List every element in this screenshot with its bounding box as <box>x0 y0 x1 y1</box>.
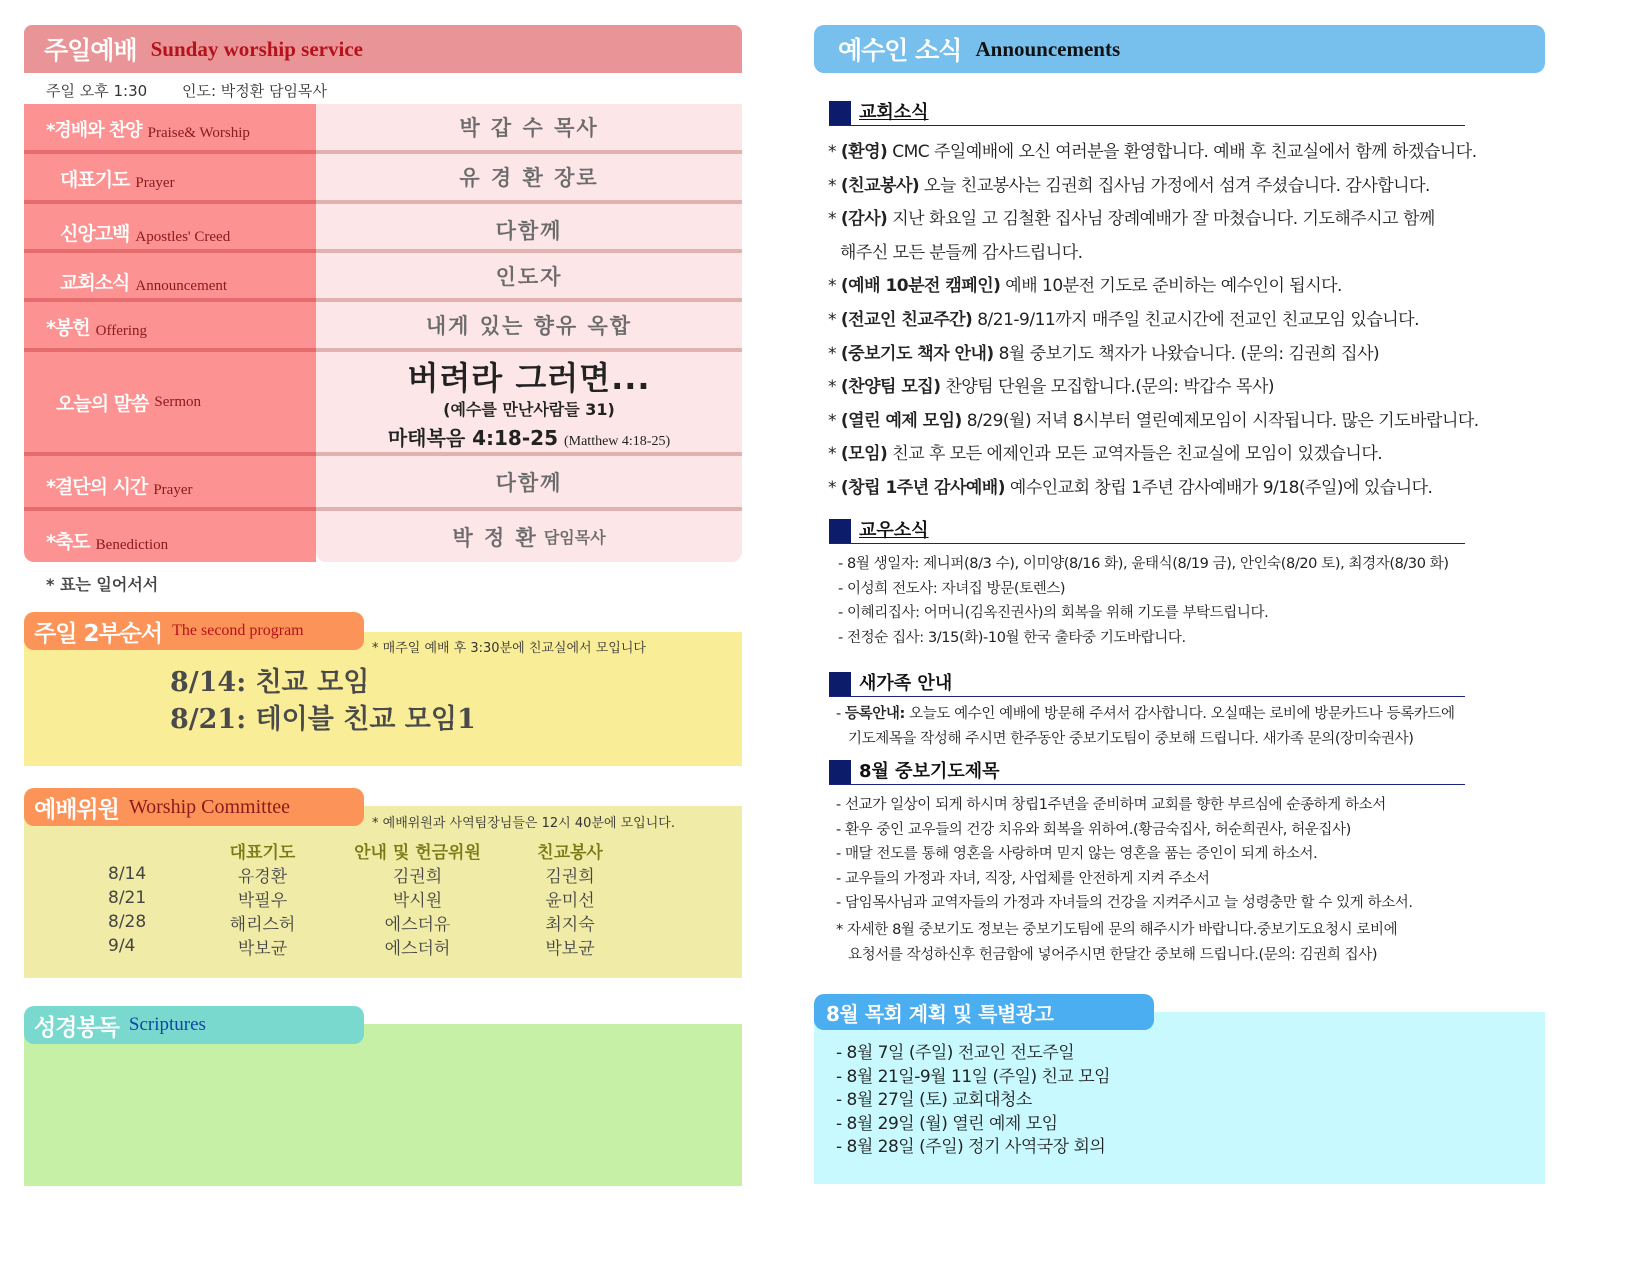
committee-header: 예배위원 Worship Committee <box>24 788 364 826</box>
second-program-header: 주일 2부순서 The second program <box>24 612 364 650</box>
table-row: 9/4 박보균 에스더허 박보균 <box>108 936 595 959</box>
second-program-list <box>170 664 476 738</box>
order-value: 인도자 <box>495 265 563 289</box>
order-row: *축도 Benediction 박 정 환 담임목사 <box>24 511 742 562</box>
prayer-list <box>836 793 1536 916</box>
list-item: * (감사) 지난 화요일 고 김철환 집사님 장례예배가 잘 마쳤습니다. 기도해주시고 함께 해주신 모든 분들께 감사드립니다. <box>828 209 1435 263</box>
list-item: - 8월 7일 (주일) 전교인 전도주일 <box>836 1043 1075 1063</box>
worship-title-ko: 주일예배 <box>44 36 137 65</box>
committee-note: * 예배위원과 사역팀장님들은 12시 40분에 모입니다. <box>372 816 675 831</box>
table-row: 8/14 유경환 김권희 김권희 <box>108 864 595 887</box>
standing-note: * 표는 일어서서 <box>46 575 159 594</box>
section-church-news: 교회소식 <box>829 102 1465 126</box>
list-item: * (전교인 친교주간) 8/21-9/11까지 매주일 친교시간에 전교인 친교모임 있습니다. <box>828 309 1420 330</box>
scriptures-panel <box>24 1024 742 1186</box>
list-item: - 8월 29일 (월) 열린 예제 모임 <box>836 1113 1058 1134</box>
section-marker-icon <box>829 519 851 543</box>
section-new-family: 새가족 안내 <box>829 673 1465 697</box>
order-row-sermon: 오늘의 말씀 Sermon 버려라 그러면... (예수를 만난사람들 31) 마태복음 4:18-25 (Matthew 4:18-25) <box>24 352 742 452</box>
sermon-scripture: 마태복음 4:18-25 (Matthew 4:18-25) <box>387 426 671 450</box>
sermon-series: (예수를 만난사람들 31) <box>443 400 615 419</box>
worship-title-en: Sunday worship service <box>150 36 363 61</box>
list-item: * (환영) CMC 주일예배에 오신 여러분을 환영합니다. 예배 후 친교실에서 함께 하겠습니다. <box>828 142 1477 162</box>
scriptures-header: 성경봉독 Scriptures <box>24 1006 364 1044</box>
list-item: - 매달 전도를 통해 영혼을 사랑하며 믿지 않는 영혼을 품는 증인이 되게 하소서. <box>836 846 1318 862</box>
new-family-info: - 등록안내: 오늘도 예수인 예배에 방문해 주셔서 감사합니다. 오실때는 로비에 방문카드나 등록카드에 기도제목을 작성해 주시면 한주동안 중보기도팀이 중보해 드립니다. 새가족 문의(장미숙권사) <box>836 706 1455 747</box>
list-item: - 8월 생일자: 제니퍼(8/3 수), 이미양(8/16 화), 윤태식(8/19 금), 안인숙(8/20 토), 최경자(8/30 화) <box>838 556 1449 572</box>
list-item: * (열린 예제 모임) 8/29(월) 저녁 8시부터 열린예제모임이 시작됩니다. 많은 기도바랍니다. <box>828 410 1479 431</box>
sermon-info <box>316 352 742 452</box>
list-item: - 8월 27일 (토) 교회대청소 <box>836 1090 1032 1110</box>
order-row: *경배와 찬양 Praise& Worship 박 갑 수 목사 <box>24 104 742 150</box>
table-row: 8/28 해리스허 에스더유 최지숙 <box>108 912 595 935</box>
sermon-title: 버려라 그러면... <box>407 359 651 397</box>
prayer-note: * 자세한 8월 중보기도 정보는 중보기도팀에 문의 해주시가 바랍니다.중보기도요청시 로비에 요청서를 작성하신후 헌금함에 넣어주시면 한달간 중보해 드립니다.(문의: 김권희 집사) <box>836 922 1398 963</box>
worship-info <box>46 80 327 101</box>
list-item: * (중보기도 책자 안내) 8월 중보기도 책자가 나왔습니다. (문의: 김권희 집사) <box>828 343 1380 364</box>
list-item: * (창립 1주년 감사예배) 예수인교회 창립 1주년 감사예배가 9/18(주일)에 있습니다. <box>828 477 1433 498</box>
section-prayer: 8월 중보기도제목 <box>829 761 1465 785</box>
section-marker-icon <box>829 672 851 696</box>
list-item: - 선교가 일상이 되게 하시며 창립1주년을 준비하며 교회를 향한 부르심에 순종하게 하소서 <box>836 797 1386 813</box>
announcements-header: 예수인 소식 Announcements <box>814 25 1545 73</box>
order-row: 신앙고백 Apostles' Creed 다함께 <box>24 204 742 250</box>
table-row: 8/21 박필우 박시원 윤미선 <box>108 888 595 911</box>
section-marker-icon <box>829 760 851 784</box>
order-row: 대표기도 Prayer 유 경 환 장로 <box>24 154 742 200</box>
order-value: 다함께 <box>495 470 563 495</box>
second-program-note: * 매주일 예배 후 3:30분에 친교실에서 모입니다 <box>372 641 646 656</box>
order-row: *결단의 시간 Prayer 다함께 <box>24 456 742 507</box>
list-item: 8/14: 친교 모임 <box>170 667 370 698</box>
list-item: * (찬양팀 모집) 찬양팀 단원을 모집합니다.(문의: 박갑수 목사) <box>828 377 1274 398</box>
order-row: *봉헌 Offering 내게 있는 향유 옥합 <box>24 302 742 348</box>
list-item: - 교우들의 가정과 자녀, 직장, 사업체를 안전하게 지켜 주소서 <box>836 870 1210 887</box>
list-item: - 8월 28일 (주일) 정기 사역국장 회의 <box>836 1137 1106 1157</box>
plan-list <box>836 1042 1110 1160</box>
table-header: 대표기도 안내 및 헌금위원 친교봉사 <box>229 842 603 863</box>
order-value: 박 갑 수 목사 <box>459 116 599 140</box>
list-item: * (친교봉사) 오늘 친교봉사는 김권희 집사님 가정에서 섬겨 주셨습니다. 감사합니다. <box>828 175 1430 196</box>
section-marker-icon <box>829 101 851 125</box>
list-item: - 8월 21일-9월 11일 (주일) 친교 모임 <box>836 1066 1111 1087</box>
order-value: 내게 있는 향유 옥합 <box>425 314 633 338</box>
order-row: 교회소식 Announcement 인도자 <box>24 253 742 299</box>
list-item: * (모임) 친교 후 모든 에제인과 모든 교역자들은 친교실에 모임이 있겠습니다. <box>828 444 1383 465</box>
worship-leader: 인도: 박정환 담임목사 <box>181 82 327 100</box>
list-item: - 담임목사님과 교역자들의 가정과 자녀들의 건강을 지켜주시고 늘 성령충만 할 수 있게 하소서. <box>836 895 1413 911</box>
section-member-news: 교우소식 <box>829 520 1465 544</box>
order-value: 다함께 <box>495 219 563 243</box>
list-item: 8/21: 테이블 친교 모임1 <box>170 704 476 735</box>
worship-order-table <box>24 104 742 562</box>
church-news-list <box>828 136 1538 506</box>
list-item: - 이성희 전도사: 자녀집 방문(토렌스) <box>838 580 1066 597</box>
list-item: * (예배 10분전 캠페인) 예배 10분전 기도로 준비하는 예수인이 됩시다. <box>828 276 1342 297</box>
order-value: 유 경 환 장로 <box>459 166 599 190</box>
plan-header: 8월 목회 계획 및 특별광고 <box>814 994 1154 1030</box>
list-item: - 이혜리집사: 어머니(김옥진권사)의 회복을 위해 기도를 부탁드립니다. <box>838 605 1269 621</box>
order-value: 박 정 환 담임목사 <box>452 525 606 550</box>
worship-header <box>24 25 742 73</box>
member-news-list <box>838 552 1538 650</box>
list-item: - 전정순 집사: 3/15(화)-10월 한국 출타중 기도바랍니다. <box>838 629 1186 646</box>
list-item: - 환우 중인 교우들의 건강 치유와 회복을 위하여.(황금숙집사, 허순희권사, 허운집사) <box>836 821 1351 838</box>
worship-time: 주일 오후 1:30 <box>46 82 148 100</box>
committee-table <box>100 838 635 958</box>
